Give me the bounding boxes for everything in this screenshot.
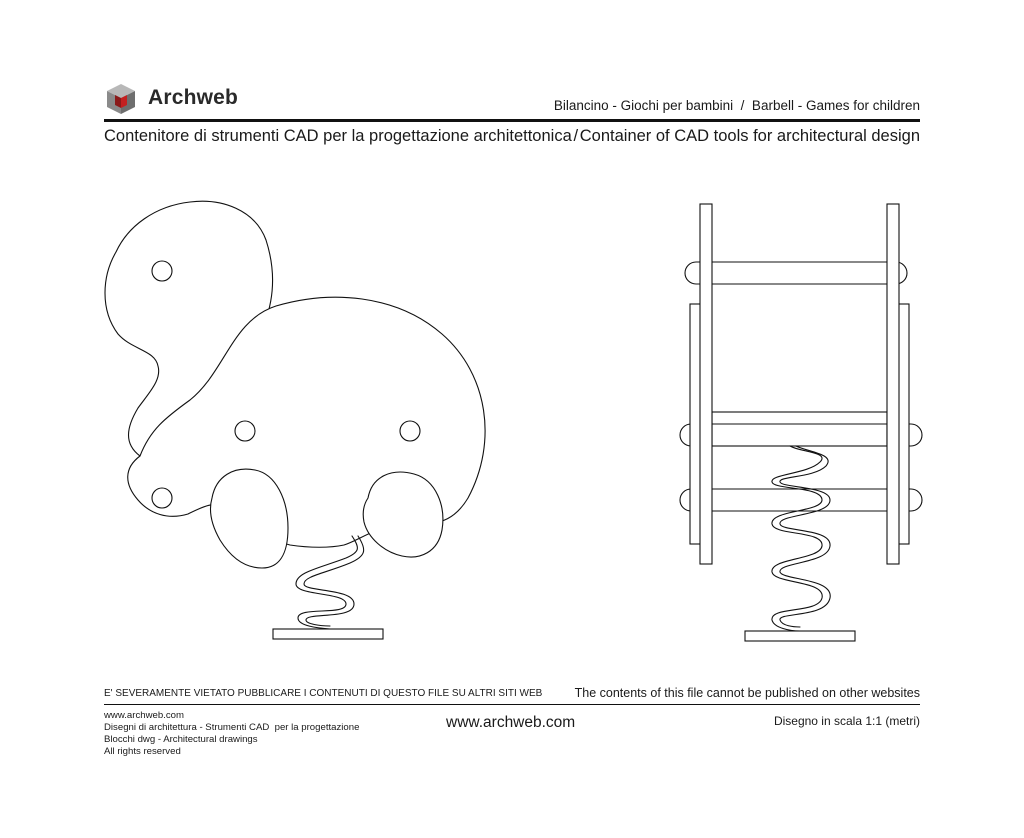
footer-line: All rights reserved: [104, 746, 181, 757]
handle-front: [235, 421, 255, 441]
inner-panel-right: [887, 204, 899, 564]
warning-english: The contents of this file cannot be published on other websites: [574, 686, 920, 700]
side-view-rider: [105, 201, 485, 639]
handle-foot: [152, 488, 172, 508]
warning-italian: E' SEVERAMENTE VIETATO PUBBLICARE I CONTENUTI DI QUESTO FILE SU ALTRI SITI WEB: [104, 688, 543, 699]
drawing-title: Bilancino - Giochi per bambini / Barbell - Games for children: [553, 98, 920, 113]
footer-divider: [104, 704, 920, 705]
footer-line: Blocchi dwg - Architectural drawings: [104, 734, 258, 745]
scale-note: Disegno in scala 1:1 (metri): [773, 714, 920, 728]
front-view-rider: [680, 204, 922, 641]
base-plate-side: [273, 629, 383, 639]
handle-head: [152, 261, 172, 281]
handle-bottom: [680, 489, 922, 511]
seat-block: [712, 412, 887, 446]
footer-line: www.archweb.com: [104, 710, 184, 721]
subtitle-italian: Contenitore di strumenti CAD per la progettazione architettonica: [104, 127, 572, 145]
handle-top: [685, 262, 907, 284]
subtitle-english: Container of CAD tools for architectural design: [579, 127, 920, 145]
handle-back: [400, 421, 420, 441]
rider-leg-rear: [363, 472, 443, 557]
footer-website-link[interactable]: www.archweb.com: [446, 714, 576, 731]
base-plate-front: [745, 631, 855, 641]
brand-name: Archweb: [148, 86, 239, 109]
footer-line: Disegni di architettura - Strumenti CAD per la progettazione: [104, 722, 360, 733]
subtitle-separator: /: [573, 127, 579, 145]
inner-panel-left: [700, 204, 712, 564]
footer-info: [104, 710, 359, 758]
spring-front: [772, 446, 822, 631]
